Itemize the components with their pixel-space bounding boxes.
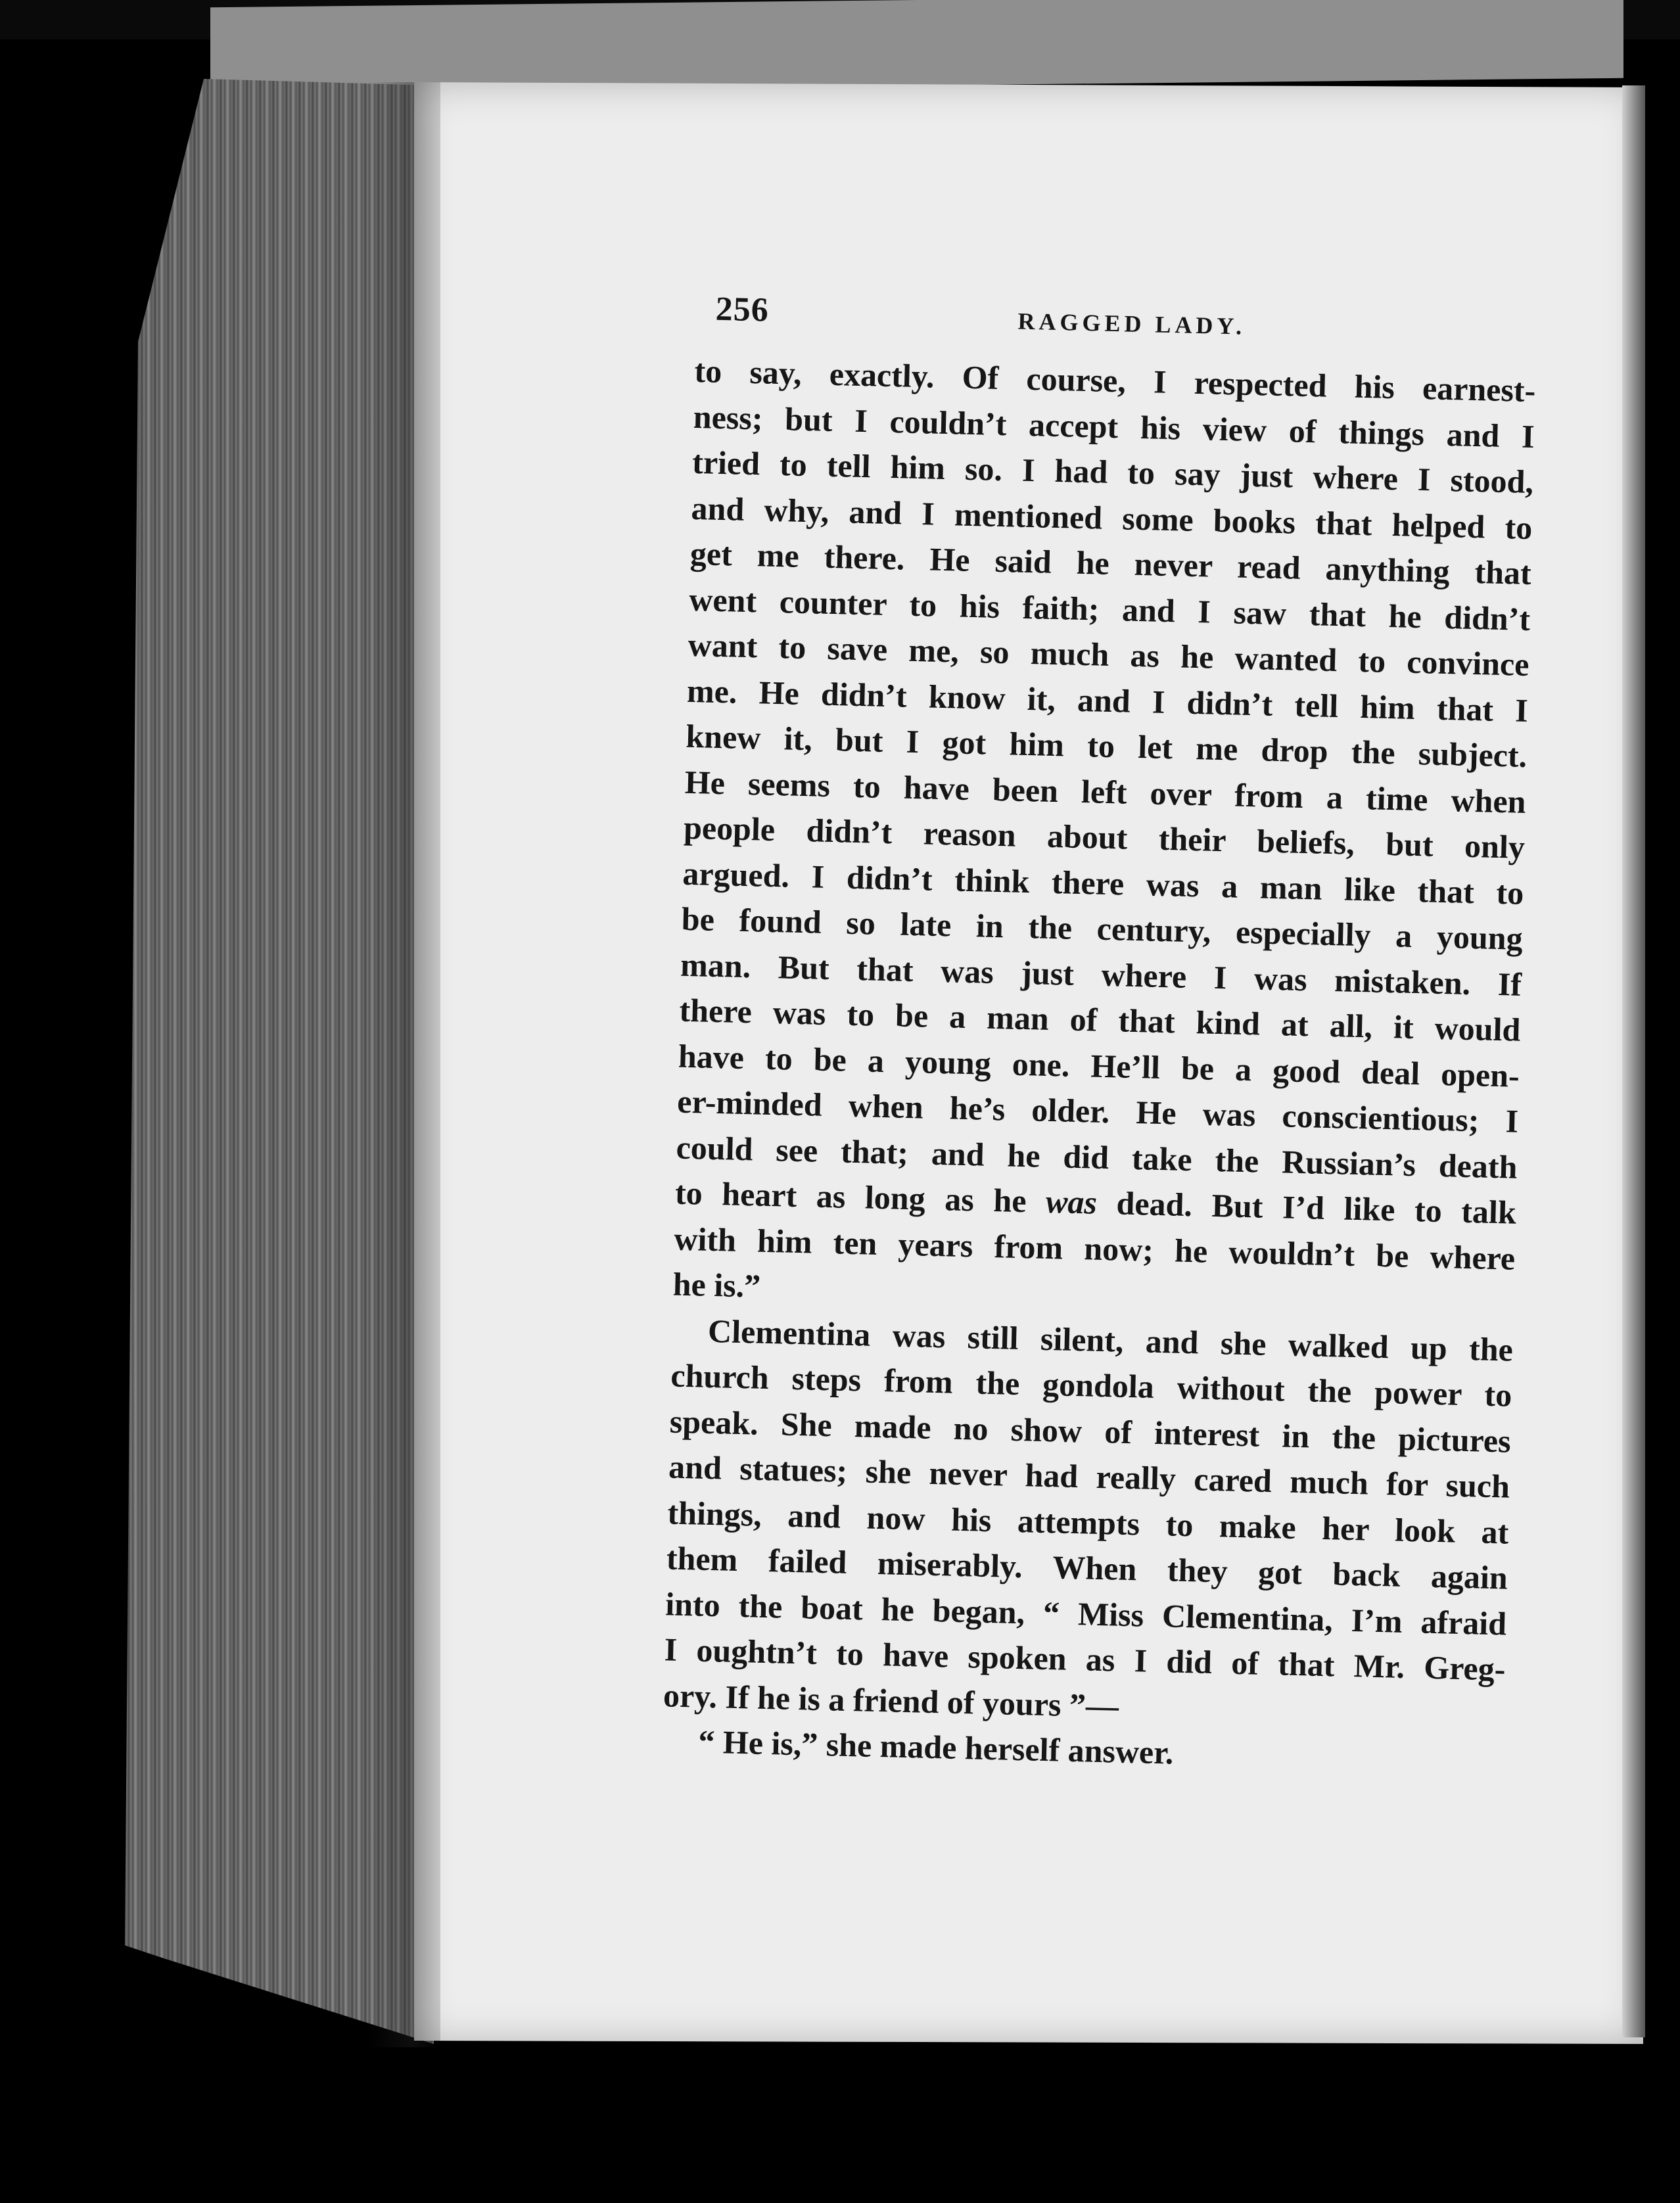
text-line: to say, exactly. Of course, I respected his earnest- (693, 352, 1536, 409)
text-line: argued. I didn’t think there was a man like that to (682, 854, 1524, 912)
page-right-edge (1622, 85, 1645, 2037)
text-line: have to be a young one. He’ll be a good deal open- (678, 1037, 1520, 1094)
scan-background-board (210, 0, 1623, 93)
page-content (662, 276, 1538, 1784)
text-line: people didn’t reason about their beliefs, but only (683, 808, 1526, 866)
text-line: church steps from the gondola without the power to (670, 1357, 1512, 1414)
text-line: and statues; she never had really cared much for such (668, 1448, 1510, 1505)
text-line: went counter to his faith; and I saw that he didn’t (688, 580, 1531, 638)
body-text (662, 348, 1536, 1784)
text-line: want to save me, so much as he wanted to convince (688, 626, 1530, 683)
text-line: he is.” (672, 1265, 761, 1305)
text-line: into the boat he began, “ Miss Clementina, I’m afraid (665, 1585, 1507, 1642)
text-line: I oughtn’t to have spoken as I did of that Mr. Greg- (664, 1631, 1506, 1688)
page-number: 256 (715, 290, 770, 329)
text-line: Clementina was still silent, and she walked up the (707, 1312, 1514, 1368)
text-line: there was to be a man of that kind at all, it would (679, 991, 1521, 1048)
italic-word: was (1045, 1182, 1098, 1221)
text-line: get me there. He said he never read anything that (689, 534, 1532, 592)
text-line: speak. She made no show of interest in the pictures (669, 1403, 1512, 1460)
text-line: He seems to have been left over from a time when (684, 763, 1527, 820)
text-line: them failed miserably. When they got back again (666, 1539, 1508, 1596)
text-segment: dead. But I’d like to talk (1096, 1184, 1517, 1231)
gutter-shadow (368, 82, 440, 2047)
text-line: and why, and I mentioned some books that helped to (691, 489, 1533, 546)
text-line: things, and now his attempts to make her look at (667, 1493, 1509, 1551)
text-line: be found so late in the century, especially a young (681, 900, 1524, 957)
text-line: man. But that was just where I was mistaken. If (680, 946, 1522, 1003)
running-title: RAGGED LADY. (1017, 308, 1246, 340)
text-line: er-minded when he’s older. He was conscientious; I (676, 1082, 1519, 1140)
text-segment: to heart as long as he (674, 1174, 1046, 1220)
text-line: “ He is,” she made herself answer. (697, 1723, 1175, 1771)
text-line: tried to tell him so. I had to say just where I stood, (691, 443, 1534, 501)
text-line: with him ten years from now; he wouldn’t be where (673, 1220, 1516, 1277)
text-line: me. He didn’t know it, and I didn’t tell him that I (686, 672, 1529, 729)
text-line: knew it, but I got him to let me drop the subject. (685, 717, 1528, 774)
text-line: could see that; and he did take the Russian’s death (676, 1128, 1518, 1186)
text-line: ness; but I couldn’t accept his view of things and I (693, 398, 1535, 455)
text-line: ory. If he is a friend of yours ”— (663, 1676, 1119, 1725)
